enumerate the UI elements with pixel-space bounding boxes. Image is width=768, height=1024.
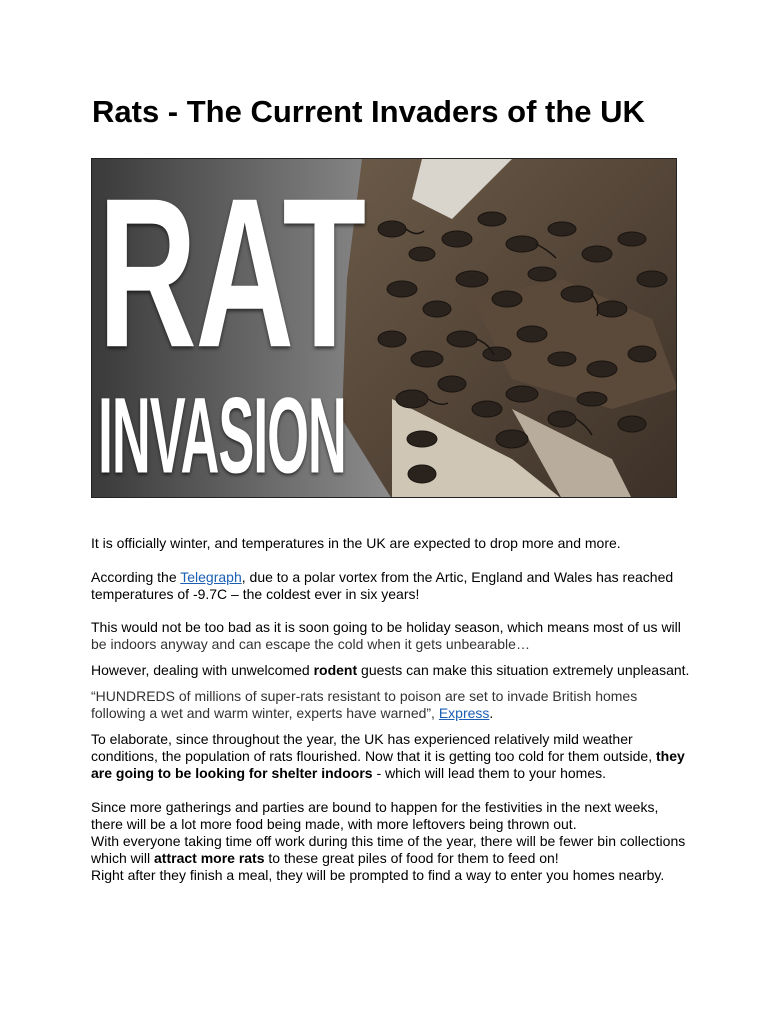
bold-text: they are going to be looking for shelter indoors: [91, 748, 685, 781]
telegraph-link[interactable]: Telegraph: [180, 569, 242, 585]
express-link[interactable]: Express: [438, 705, 490, 721]
paragraph-text: to these great piles of food for them to feed on!: [264, 850, 559, 866]
paragraph-intro: It is officially winter, and temperatures in the UK are expected to drop more and more.: [91, 535, 621, 551]
hero-word-invasion: INVASION: [98, 374, 346, 496]
bold-text: attract more rats: [154, 850, 265, 866]
paragraph-text: This would not be too bad as it is soon going to be holiday season, which means most of us will: [91, 619, 681, 635]
paragraph-text: be indoors anyway and can escape the cold when it gets unbearable…: [91, 636, 530, 652]
paragraph-text: With everyone taking time off work during this time of the year, there will be fewer bin collections which will: [91, 833, 686, 866]
quote-text: “HUNDREDS of millions of super-rats resistant to poison are set to invade British homes following a wet and warm winter, experts have warned”,: [91, 688, 638, 721]
paragraph-text: guests can make this situation extremely unpleasant.: [357, 662, 690, 678]
paragraph-text: Right after they finish a meal, they will be prompted to find a way to enter you homes nearby.: [91, 867, 665, 883]
paragraph-telegraph: [91, 569, 691, 603]
paragraph-text: To elaborate, since throughout the year, the UK has experienced relatively mild weather conditions, the population of rats flourished. Now that it is getting too cold for them outside,: [91, 731, 656, 764]
paragraph-elaborate: [91, 731, 691, 782]
paragraph-text: , due to a polar vortex from the Artic, England and Wales has reached temperatures of -9.7C – the coldest ever in six years!: [91, 569, 674, 602]
paragraph-text: However, dealing with unwelcomed: [91, 662, 314, 678]
bold-text: rodent: [313, 662, 358, 678]
article-body: [91, 535, 691, 884]
paragraph-text: Since more gatherings and parties are bound to happen for the festivities in the next weeks, there will be a lot more food being made, with more leftovers being thrown out.: [91, 799, 659, 832]
paragraph-quote: [91, 688, 691, 722]
paragraph-rodent: [91, 662, 691, 679]
hero-image: [91, 158, 677, 498]
paragraph-text: .: [489, 705, 494, 721]
paragraph-festivities: [91, 799, 691, 884]
page-title: Rats - The Current Invaders of the UK: [92, 94, 645, 129]
paragraph-text: According the: [91, 569, 181, 585]
paragraph-text: - which will lead them to your homes.: [372, 765, 607, 781]
hero-word-rat: RAT: [98, 158, 365, 393]
paragraph-holiday: [91, 619, 691, 653]
